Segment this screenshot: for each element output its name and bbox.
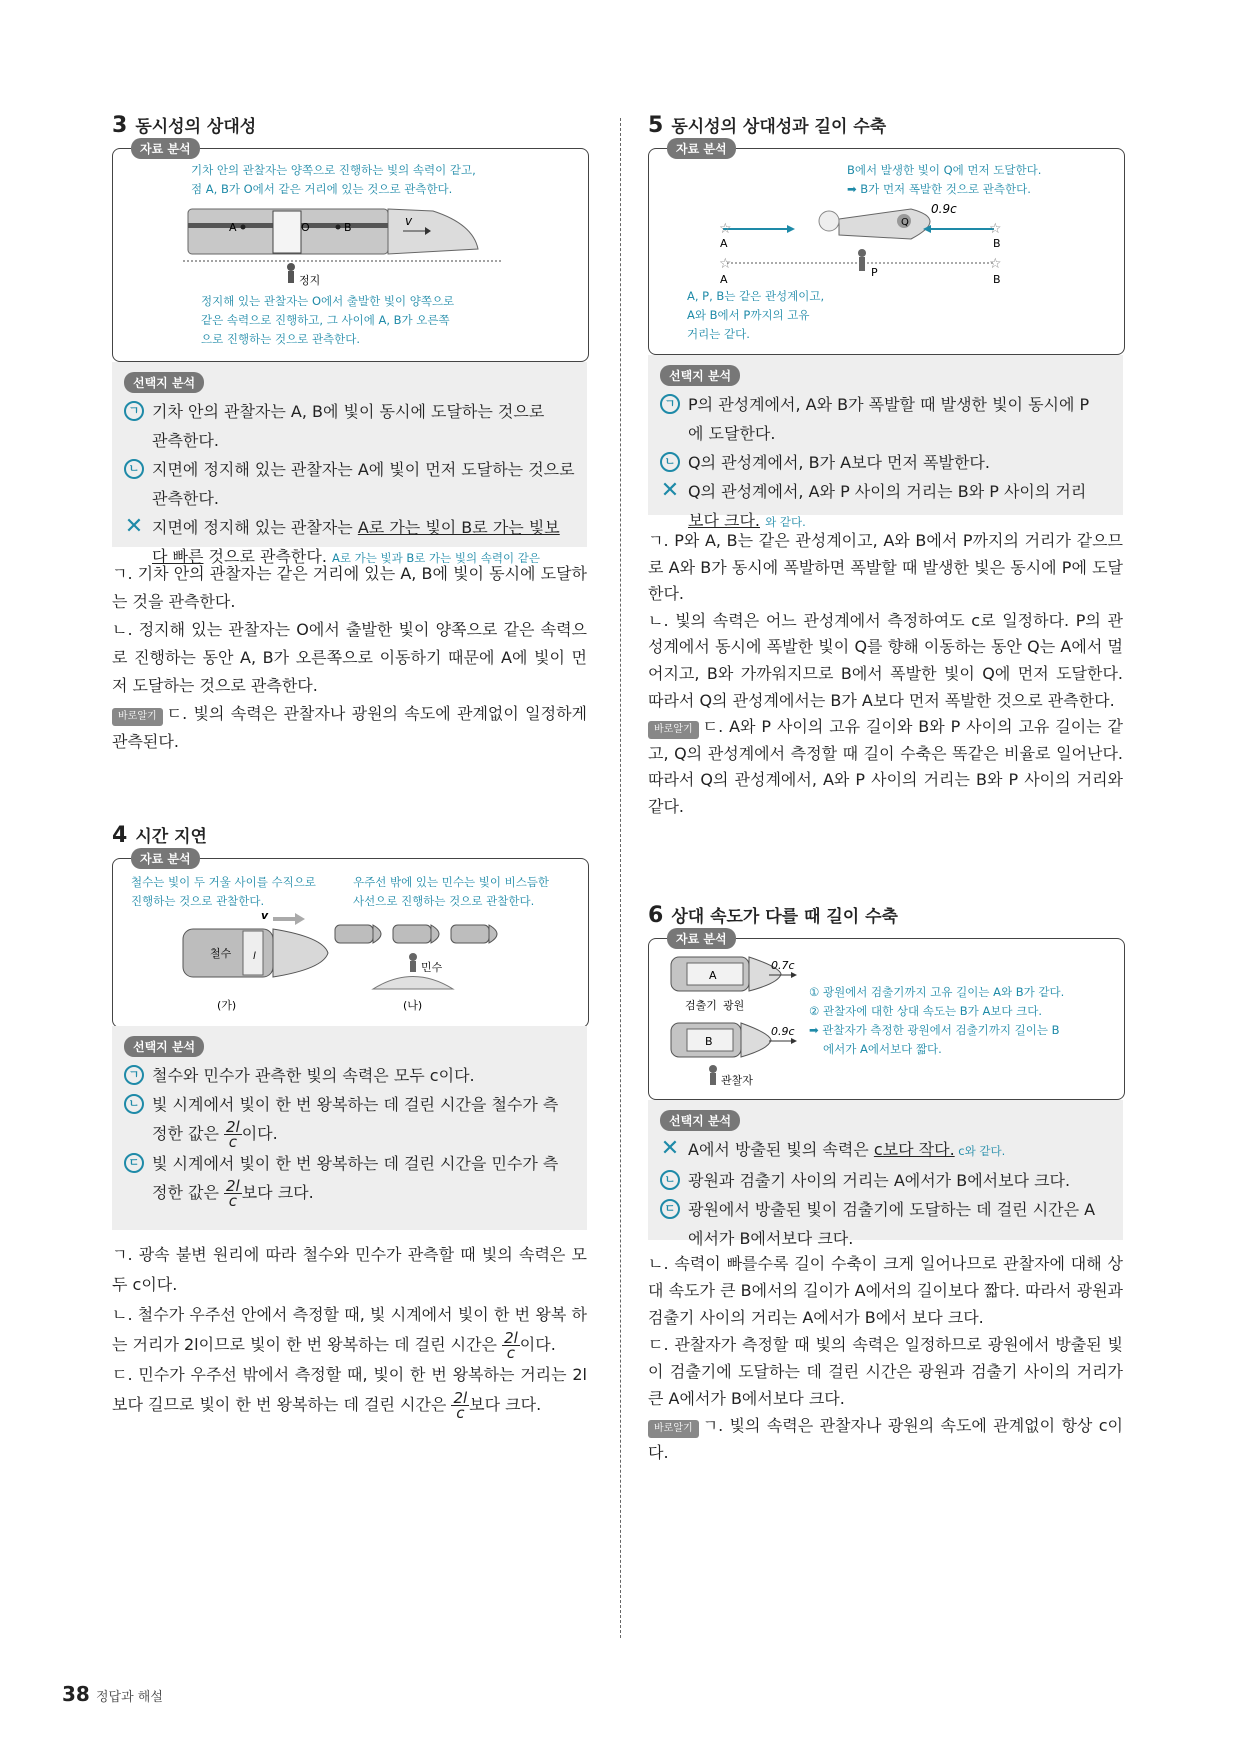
correction-badge: 바로알기 [648, 721, 699, 739]
circle-mark-icon: ㄷ [124, 1153, 144, 1173]
paragraph-text: ㄷ. A와 P 사이의 고유 길이와 B와 P 사이의 고유 길이는 같고, Q의 관성계에서 측정할 때 길이 수축은 똑같은 비율로 일어난다. 따라서 Q의 관성계에서, A와 P 사이의 거리는 B와 P 사이의 거리와 같다. [648, 717, 1123, 816]
paragraph: ㄱ. 광속 불변 원리에 따라 철수와 민수가 관측할 때 빛의 속력은 모두 c이다. [112, 1245, 587, 1294]
note-line: 정지해 있는 관찰자는 O에서 출발한 빛이 양쪽으로 [201, 294, 455, 308]
x-mark-icon: ✕ [660, 1136, 680, 1161]
label-a: A [229, 221, 237, 234]
choice-text: Q의 관성계에서, B가 A보다 먼저 폭발한다. [688, 453, 990, 472]
label-q: Q [901, 217, 909, 228]
note-line: ② 관찰자에 대한 상대 속도는 B가 A보다 크다. [809, 1004, 1043, 1018]
note-line: A와 B에서 P까지의 고유 [687, 308, 810, 322]
fraction [451, 1391, 469, 1420]
s4-choice-3 [124, 1149, 575, 1208]
section-number: 3 [112, 113, 128, 138]
correction-text: c와 같다. [954, 1144, 1006, 1158]
s6-explanation [648, 1250, 1123, 1466]
fraction-denominator: c [228, 1133, 237, 1151]
fraction [224, 1120, 242, 1149]
choice-text: 광원에서 방출된 빛이 검출기에 도달하는 데 걸린 시간은 A [688, 1200, 1096, 1219]
paragraph [648, 714, 1123, 820]
s5-note-bottom [687, 287, 824, 344]
section-number: 6 [648, 903, 664, 928]
paragraph: ㄱ. P와 A, B는 같은 관성계이고, A와 B에서 P까지의 거리가 같으므로 A와 B가 동시에 폭발하면 폭발할 때 발생한 빛은 동시에 P에 도달한다. [648, 531, 1123, 604]
s4-data-box [112, 852, 589, 1028]
section-number: 5 [648, 113, 664, 138]
page-number: 38 [62, 1682, 90, 1706]
label-a: A [720, 237, 728, 250]
label-p: P [871, 266, 878, 279]
fraction-numerator: 2l [453, 1389, 468, 1407]
choice-text: P의 관성계에서, A와 B가 폭발할 때 발생한 빛이 동시에 P [688, 395, 1090, 414]
s5-choices [648, 355, 1123, 530]
choice-text: 이다. [241, 1124, 278, 1143]
choice-analysis-tag: 선택지 분석 [660, 365, 740, 386]
choice-text: 에 도달한다. [688, 424, 776, 443]
underlined-text: 다 빠른 [152, 547, 204, 566]
note-line: 우주선 밖에 있는 민수는 빛이 비스듬한 [353, 875, 550, 889]
data-analysis-tag: 자료 분석 [131, 848, 200, 869]
data-analysis-tag: 자료 분석 [667, 928, 736, 949]
paragraph: ㄴ. 빛의 속력은 어느 관성계에서 측정하여도 c로 일정하다. P의 관성계에서 동시에 폭발한 빛이 Q를 향해 이동하는 동안 Q는 A에서 멀어지고, B와 가까워지므로 B에서 폭발한 빛이 Q에 먼저 도달한다. 따라서 Q의 관성계에서는 B가 A보다 먼저 폭발한 것으로 관측한다. [648, 610, 1123, 710]
paragraph [112, 1360, 587, 1420]
star-a-bottom-icon: ☆ [719, 256, 732, 272]
star-a-top-icon: ☆ [719, 221, 732, 237]
underlined-text: A로 가는 빛이 B로 가는 빛보 [357, 518, 560, 537]
choice-text: 관측한다. [152, 489, 219, 508]
choice-text: 보다 크다. [241, 1183, 314, 1202]
label-v: v [261, 909, 269, 922]
circle-mark-icon: ㄱ [124, 401, 144, 421]
fraction-numerator: 2l [504, 1329, 518, 1347]
s6-data-box [648, 932, 1125, 1100]
data-analysis-tag: 자료 분석 [131, 138, 200, 159]
label-l: l [253, 951, 256, 962]
label-b: B [993, 273, 1001, 286]
choice-text: 빛 시계에서 빛이 한 번 왕복하는 데 걸린 시간을 민수가 측 [152, 1154, 559, 1173]
x-mark-icon: ✕ [660, 478, 680, 503]
paragraph [112, 1300, 587, 1360]
correction-badge: 바로알기 [648, 1420, 699, 1438]
note-line: ① 광원에서 검출기까지 고유 길이는 A와 B가 같다. [809, 985, 1065, 999]
choice-analysis-tag: 선택지 분석 [124, 1036, 204, 1057]
fraction-denominator: c [228, 1192, 237, 1210]
section-heading: 동시성의 상대성 [135, 117, 257, 137]
note-line: 거리는 같다. [687, 327, 750, 341]
circle-mark-icon: ㄴ [124, 459, 144, 479]
section-number: 4 [112, 823, 128, 848]
paragraph-text: 보다 크다. [469, 1395, 542, 1414]
s6-choices [648, 1100, 1123, 1248]
note-line: 철수는 빛이 두 거울 사이를 수직으로 [131, 875, 316, 889]
circle-mark-icon: ㄷ [660, 1199, 680, 1219]
correction-badge: 바로알기 [112, 708, 163, 726]
paragraph [648, 1412, 1123, 1466]
note-line: 으로 진행하는 것으로 관측한다. [201, 332, 361, 346]
s3-choices [112, 362, 587, 566]
note-line: 기차 안의 관찰자는 양쪽으로 진행하는 빛의 속력이 같고, [191, 163, 476, 177]
s4-explanation [112, 1240, 587, 1420]
underlined-text: c보다 작다. [873, 1140, 955, 1159]
s3-explanation [112, 560, 587, 756]
data-analysis-tag: 자료 분석 [667, 138, 736, 159]
footer-label: 정답과 해설 [96, 1690, 163, 1705]
choice-text: A에서 방출된 빛의 속력은 [688, 1140, 874, 1159]
fraction [224, 1179, 242, 1208]
label-detector: 검출기 [685, 999, 717, 1012]
s6-choice-3 [660, 1195, 1111, 1253]
s5-choice-2 [660, 448, 1111, 477]
s4-choice-1 [124, 1061, 575, 1090]
choice-text: 것으로 관측한다. [203, 547, 327, 566]
note-line: 진행하는 것으로 관찰한다. [131, 894, 265, 908]
note-line: 같은 속력으로 진행하고, 그 사이에 A, B가 오른쪽 [201, 313, 450, 327]
fraction-denominator: c [506, 1344, 516, 1362]
s4-choices [112, 1026, 587, 1230]
choice-text: 지면에 정지해 있는 관찰자는 A에 빛이 먼저 도달하는 것으로 [152, 460, 575, 479]
label-o: O [301, 221, 310, 234]
paragraph: ㄷ. 관찰자가 측정할 때 빛의 속력은 일정하므로 광원에서 방출된 빛이 검출기에 도달하는 데 걸린 시간은 광원과 검출기 사이의 거리가 큰 A에서가 B에서보다 크다. [648, 1335, 1123, 1408]
circle-mark-icon: ㄴ [660, 1170, 680, 1190]
s3-note-bottom [201, 292, 454, 349]
choice-text: 정한 값은 [152, 1124, 224, 1143]
caption-b: (나) [403, 999, 423, 1012]
x-mark-icon: ✕ [124, 514, 144, 539]
section-6-title [648, 902, 898, 928]
choice-text: 기차 안의 관찰자는 A, B에 빛이 동시에 도달하는 것으로 [152, 402, 545, 421]
s4-choice-2 [124, 1090, 575, 1149]
label-stop: 정지 [299, 274, 321, 287]
s6-choice-1 [660, 1135, 1111, 1166]
section-heading: 상대 속도가 다를 때 길이 수축 [671, 907, 898, 927]
label-speed-b: 0.9c [771, 1025, 795, 1038]
choice-text: 철수와 민수가 관측한 빛의 속력은 모두 c이다. [152, 1066, 475, 1085]
circle-mark-icon: ㄱ [660, 394, 680, 414]
label-source: 광원 [723, 999, 745, 1012]
label-b: B [705, 1035, 713, 1048]
choice-text: 에서가 B에서보다 크다. [688, 1229, 854, 1248]
s6-note [809, 983, 1064, 1059]
choice-text: 관측한다. [152, 431, 219, 450]
section-heading: 시간 지연 [135, 827, 207, 847]
label-a: A [720, 273, 728, 286]
paragraph: ㄱ. 기차 안의 관찰자는 같은 거리에 있는 A, B에 빛이 동시에 도달하는 것을 관측한다. [112, 564, 587, 611]
label-b: B [993, 237, 1001, 250]
label-v: v [405, 214, 413, 228]
note-line: ➡ B가 먼저 폭발한 것으로 관측한다. [847, 182, 1031, 196]
choice-analysis-tag: 선택지 분석 [124, 372, 204, 393]
paragraph-text: 이다. [519, 1335, 556, 1354]
paragraph-text: ㄱ. 빛의 속력은 관찰자나 광원의 속도에 관계없이 항상 c이다. [648, 1416, 1123, 1462]
fraction-numerator: 2l [226, 1177, 240, 1195]
s6-choice-2 [660, 1166, 1111, 1195]
choice-text: 정한 값은 [152, 1183, 224, 1202]
paragraph-text: ㄷ. 민수가 우주선 밖에서 측정할 때, 빛이 한 번 왕복하는 거리는 2l보다 길므로 빛이 한 번 왕복하는 데 걸린 시간은 [112, 1365, 587, 1414]
star-b-top-icon: ☆ [989, 221, 1002, 237]
caption-a: (가) [217, 999, 237, 1012]
label-b: B [344, 221, 352, 234]
s4-spaceship-diagram [113, 859, 588, 1027]
label-minsu: 민수 [421, 961, 443, 974]
circle-mark-icon: ㄴ [124, 1094, 144, 1114]
choice-text: 지면에 정지해 있는 관찰자는 [152, 518, 358, 537]
label-cheolsu: 철수 [210, 947, 232, 960]
s3-choice-1 [124, 397, 575, 455]
note-line: 점 A, B가 O에서 같은 거리에 있는 것으로 관측한다. [191, 182, 453, 196]
fraction [502, 1331, 520, 1360]
s5-data-box [648, 142, 1125, 355]
s3-data-box [112, 142, 589, 362]
correction-text: 와 같다. [765, 515, 806, 529]
section-3-title [112, 112, 256, 138]
label-speed-a: 0.7c [771, 959, 795, 972]
circle-mark-icon: ㄴ [660, 452, 680, 472]
paragraph: ㄴ. 속력이 빠를수록 길이 수축이 크게 일어나므로 관찰자에 대해 상대 속도가 큰 B에서의 길이가 A에서의 길이보다 짧다. 따라서 광원과 검출기 사이의 거리는 A에서가 B에서 보다 크다. [648, 1254, 1123, 1327]
label-observer: 관찰자 [721, 1074, 753, 1087]
paragraph: ㄴ. 정지해 있는 관찰자는 O에서 출발한 빛이 양쪽으로 같은 속력으로 진행하는 동안 A, B가 오른쪽으로 이동하기 때문에 A에 빛이 먼저 도달하는 것으로 관측한다. [112, 620, 587, 695]
note-line: A, P, B는 같은 관성계이고, [687, 289, 825, 303]
choice-text: 빛 시계에서 빛이 한 번 왕복하는 데 걸린 시간을 철수가 측 [152, 1095, 559, 1114]
label-speed: 0.9c [931, 202, 957, 216]
note-line: B에서 발생한 빛이 Q에 먼저 도달한다. [847, 163, 1042, 177]
s5-explanation [648, 528, 1123, 821]
section-heading: 동시성의 상대성과 길이 수축 [671, 117, 887, 137]
column-divider [620, 118, 621, 1638]
section-5-title [648, 112, 886, 138]
fraction-numerator: 2l [226, 1118, 240, 1136]
paragraph-text: ㄷ. 빛의 속력은 관찰자나 광원의 속도에 관계없이 일정하게 관측된다. [112, 704, 587, 751]
section-4-title [112, 822, 207, 848]
note-line: 사선으로 진행하는 것으로 관찰한다. [353, 894, 535, 908]
star-b-bottom-icon: ☆ [989, 256, 1002, 272]
choice-text: Q의 관성계에서, A와 P 사이의 거리는 B와 P 사이의 거리 [688, 482, 1087, 501]
paragraph-text: ㄴ. 철수가 우주선 안에서 측정할 때, 빛 시계에서 빛이 한 번 왕복 하는 거리가 2l이므로 빛이 한 번 왕복하는 데 걸린 시간은 [112, 1305, 587, 1354]
s3-choice-2 [124, 455, 575, 513]
circle-mark-icon: ㄱ [124, 1065, 144, 1085]
label-a: A [709, 969, 717, 982]
fraction-denominator: c [456, 1404, 465, 1422]
correction-text: A로 가는 빛과 B로 가는 빛의 속력이 같은 [332, 551, 540, 565]
note-line: 에서가 A에서보다 짧다. [823, 1042, 942, 1056]
note-line: ➡ 관찰자가 측정한 광원에서 검출기까지 길이는 B [809, 1023, 1060, 1037]
underlined-text: 보다 크다. [688, 511, 760, 530]
s5-choice-1 [660, 390, 1111, 448]
choice-analysis-tag: 선택지 분석 [660, 1110, 740, 1131]
choice-text: 광원과 검출기 사이의 거리는 A에서가 B에서보다 크다. [688, 1171, 1071, 1190]
paragraph [112, 700, 587, 756]
